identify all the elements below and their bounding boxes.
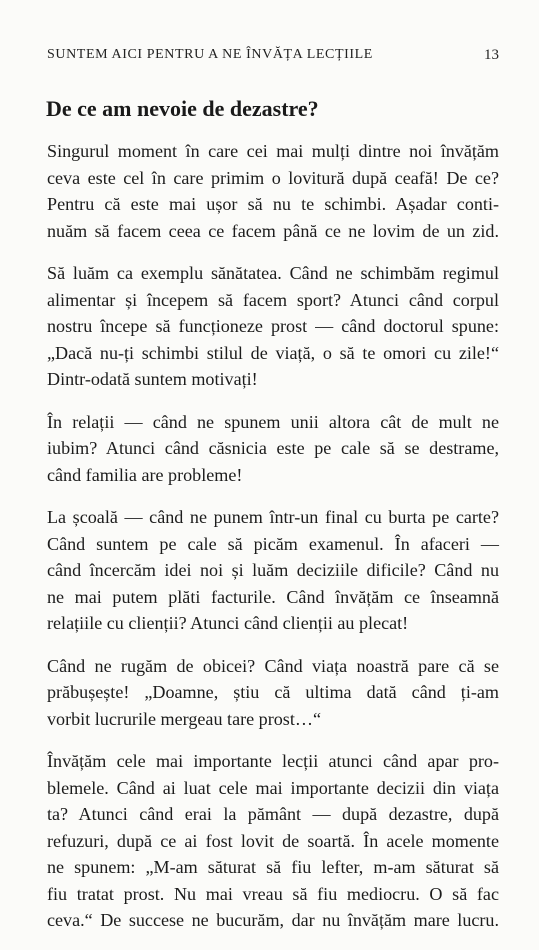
text-line: prăbușește! „Doamne, știu că ultima dată când ți-am	[47, 682, 499, 702]
text-line: când încercăm idei noi și luăm deciziile dificile? Când nu	[47, 560, 499, 580]
text-line: ceva este cel în care primim o lovitură după ceafă! De ce?	[47, 167, 499, 188]
text-line: Pentru că este mai ușor să nu te schimbi. Așadar conti-	[47, 194, 499, 214]
text-line: nuăm să facem ceea ce facem până ce ne lovim de un zid.	[47, 220, 499, 241]
text-line: ne mai putem plăti facturile. Când învățăm ce înseamnă	[47, 586, 499, 607]
section-heading: De ce am nevoie de dezastre?	[46, 96, 319, 121]
text-line: „Dacă nu-ți schimbi stilul de viață, o să te omori cu zile!“	[47, 342, 499, 363]
text-line: În relații — când ne spunem unii altora cât de mult ne	[47, 411, 499, 432]
text-line: nostru începe să funcționeze prost — când doctorul spune:	[47, 316, 499, 336]
paragraph	[47, 260, 499, 393]
text-line: Dintr-odată suntem motivați!	[47, 369, 258, 389]
text-line: ne spunem: „M-am săturat să fiu lefter, m-am săturat să	[47, 857, 499, 877]
text-line: ceva.“ De succese ne bucurăm, dar nu învățăm mare lucru.	[47, 910, 499, 930]
paragraph	[47, 504, 499, 637]
body-text	[47, 138, 499, 950]
text-line: iubim? Atunci când căsnicia este pe cale să se destrame,	[47, 438, 499, 458]
text-line: refuzuri, după ce ai fost lovit de soartă. În acele momente	[47, 830, 499, 851]
text-line: Învățăm cele mai importante lecții atunci când apar pro-	[47, 751, 499, 771]
text-line: fiu tratat prost. Nu mai vreau să fiu mediocru. O să fac	[47, 883, 499, 904]
text-line: Când suntem pe cale să picăm examenul. În afaceri —	[47, 533, 499, 554]
text-line: La școală — când ne punem într-un final cu burta pe carte?	[47, 507, 499, 527]
running-head: SUNTEM AICI PENTRU A NE ÎNVĂȚA LECȚIILE	[47, 47, 373, 62]
paragraph	[47, 409, 499, 489]
paragraph	[47, 748, 499, 934]
text-line: blemele. Când ai luat cele mai importante decizii din viața	[47, 777, 499, 798]
text-line: când familia are probleme!	[47, 464, 243, 485]
text-line: vorbit lucrurile mergeau tare prost…“	[47, 708, 321, 729]
text-line: ta? Atunci când erai la pământ — după dezastre, după	[47, 804, 499, 824]
page-number: 13	[484, 47, 499, 63]
text-line: relațiile cu clienții? Atunci când clienții au plecat!	[47, 613, 409, 633]
text-line: alimentar și începem să facem sport? Atunci când corpul	[47, 289, 499, 310]
text-line: Când ne rugăm de obicei? Când viața noastră pare că se	[47, 655, 499, 676]
text-line: Să luăm ca exemplu sănătatea. Când ne schimbăm regimul	[47, 263, 499, 283]
text-line: Singurul moment în care cei mai mulți dintre noi învățăm	[47, 141, 499, 161]
paragraph	[47, 138, 499, 244]
paragraph	[47, 653, 499, 733]
